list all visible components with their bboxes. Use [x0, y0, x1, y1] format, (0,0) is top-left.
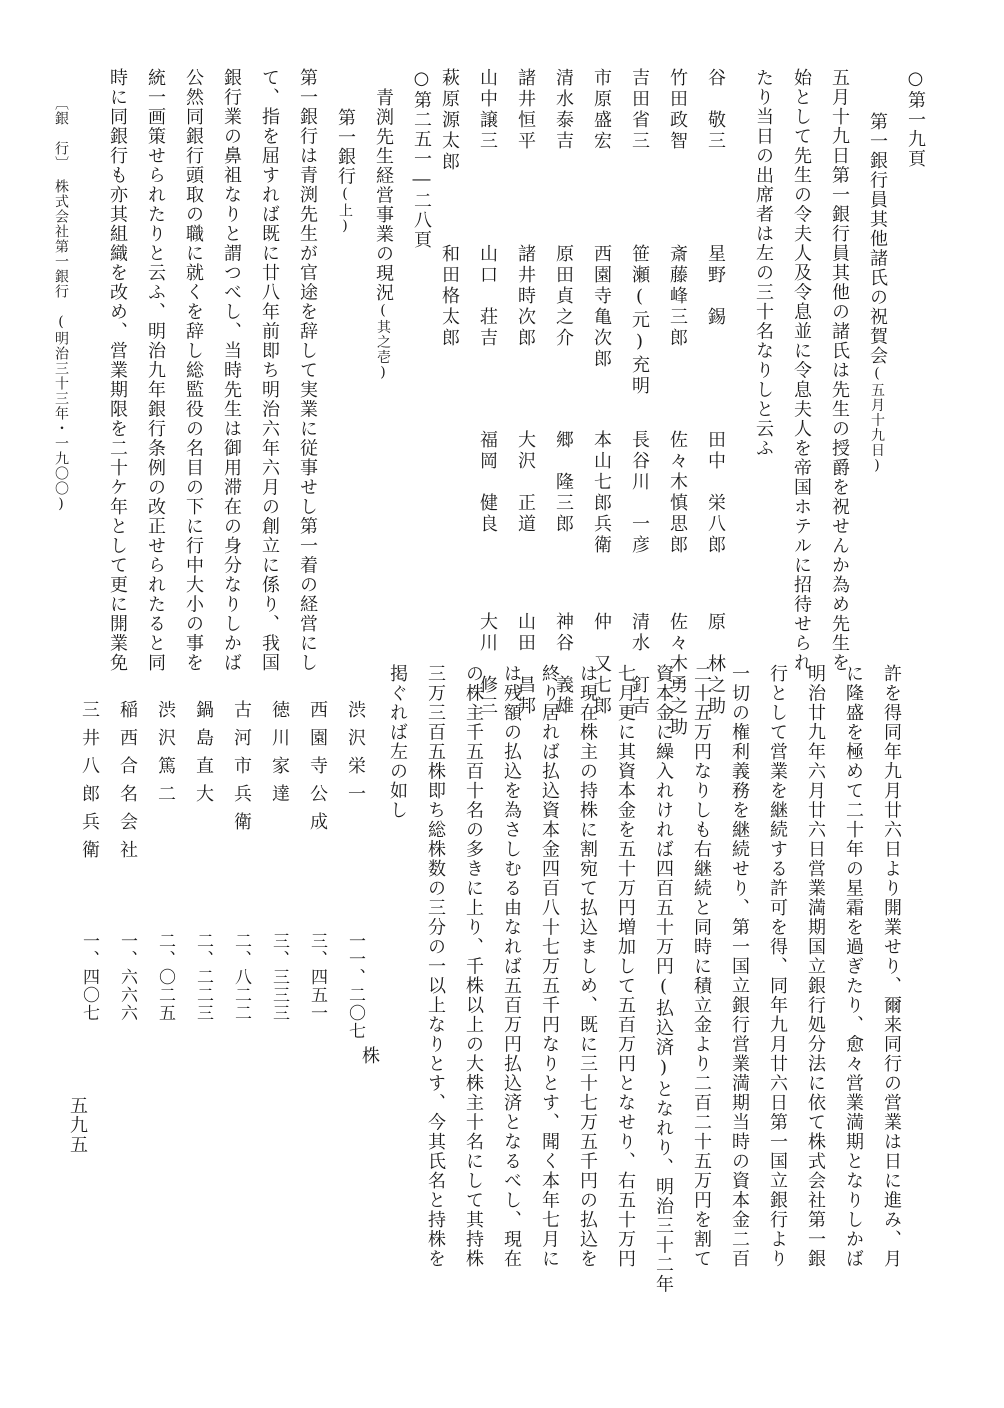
source-citation: 〔銀 行〕 株式会社第一銀行 (明治三十三年・一九〇〇)	[53, 96, 69, 513]
attendee-name: 福岡 健良	[477, 430, 498, 535]
body-line-4: 公然同銀行頭取の職に就くを辞し総監役の名目の下に行中大小の事を	[183, 68, 204, 673]
heading-title: 第一銀行員其他諸氏の祝賀会	[867, 112, 888, 366]
attendee-name: 山中譲三	[477, 68, 498, 152]
attendee-name: 清水泰吉	[553, 68, 574, 152]
attendee-name: 原田貞之介	[553, 244, 574, 349]
intro-line-3: たり当日の出席者は左の三十名なりしと云ふ	[753, 68, 774, 458]
attendee-name: 竹田政智	[667, 68, 688, 152]
page-reference-2: ○第二五一―二八頁	[411, 68, 432, 250]
intro-line-2: 始として先生の令夫人及令息並に令息夫人を帝国ホテルに招待せられ	[791, 68, 812, 673]
shareholder-shares: 二、〇二五	[155, 932, 175, 1022]
bottom-body-line: 二十五万円なりしも右継続と同時に積立金より二百二十五万円を割て	[691, 664, 712, 1269]
shareholder-shares: 三、三三三	[269, 932, 289, 1022]
bottom-body-line: は残額の払込を為さしむる由なれば五百万円払込済となるべし、現在	[501, 664, 522, 1269]
attendee-name: 笹瀬(元)充明	[629, 244, 650, 397]
sub-heading	[364, 88, 402, 382]
shareholder-name: 稲西合名会社	[117, 700, 138, 868]
attendee-name: 和田格太郎	[439, 244, 460, 349]
shareholder-shares: 一、六六六	[117, 932, 137, 1022]
attendee-name: 郷 隆三郎	[553, 430, 574, 535]
shareholder-name: 徳川家達	[269, 700, 290, 812]
company-heading-suffix: (上)	[337, 186, 353, 235]
attendee-name: 斎藤峰三郎	[667, 244, 688, 349]
bottom-body-line: の株主千五百十名の多きに上り、千株以上の大株主十名にして其持株	[463, 664, 484, 1269]
attendee-name: 佐々木勇之助	[667, 612, 688, 738]
shareholder-name: 西園寺公成	[307, 700, 328, 840]
heading-date: (五月十九日)	[869, 365, 885, 475]
attendee-name: 吉田省三	[629, 68, 650, 152]
attendee-name: 山田 昌邦	[515, 612, 536, 717]
page-reference-1: ○第一九頁	[905, 68, 926, 169]
attendee-name: 諸井時次郎	[515, 244, 536, 349]
shareholder-name: 古河市兵衛	[231, 700, 252, 840]
attendee-name: 清水 釘吉	[629, 612, 650, 717]
shareholder-name: 渋沢篤二	[155, 700, 176, 812]
attendee-name: 佐々木慎思郎	[667, 430, 688, 556]
bottom-body-line: 三万三百五株即ち総株数の三分の一以上なりとす、今其氏名と持株を	[425, 664, 446, 1269]
attendee-name: 田中 栄八郎	[705, 430, 726, 556]
company-heading	[326, 108, 364, 235]
attendee-name: 神谷 義雄	[553, 612, 574, 717]
bottom-body-line: 明治廿九年六月廿六日営業満期国立銀行処分法に依て株式会社第一銀	[805, 664, 826, 1269]
bottom-body-line: 七月更に其資本金を五十万円増加して五百万円となせり、右五十万円	[615, 664, 636, 1269]
attendee-name: 市原盛宏	[591, 68, 612, 152]
attendee-name: 山口 荘吉	[477, 244, 498, 349]
shares-unit-label: 株	[359, 1046, 380, 1066]
shareholder-name: 三井八郎兵衛	[79, 700, 100, 868]
page-number: 五九五	[67, 1096, 88, 1155]
shareholder-name: 渋沢栄一	[345, 700, 366, 812]
bottom-body-line: 許を得同年九月廿六日より開業せり、爾来同行の営業は日に進み、月	[881, 664, 902, 1269]
attendee-name: 仲 又七郎	[591, 612, 612, 717]
attendee-name: 長谷川 一彦	[629, 430, 650, 556]
attendee-name: 原 林之助	[705, 612, 726, 717]
bottom-body-line: 一切の権利義務を継続せり、第一国立銀行営業満期当時の資本金二百	[729, 664, 750, 1269]
intro-line-1: 五月十九日第一銀行員其他の諸氏は先生の授爵を祝せんか為め先生を	[829, 68, 850, 673]
body-line-3: 銀行業の鼻祖なりと謂つべし、当時先生は御用滞在の身分なりしかば	[221, 68, 242, 673]
shareholder-shares: 三、四五一	[307, 932, 327, 1022]
attendee-name: 星野 錫	[705, 244, 726, 328]
body-line-2: て、指を屈すれば既に廿八年前即ち明治六年六月の創立に係り、我国	[259, 68, 280, 673]
bottom-body-line: 終り居れば払込資本金四百八十七万五千円なりとす、聞く本年七月に	[539, 664, 560, 1269]
bottom-body-line: 資本金に繰入れければ四百五十万円(払込済)となれり、明治三十二年	[653, 664, 674, 1294]
attendee-name: 諸井恒平	[515, 68, 536, 152]
company-heading-title: 第一銀行	[335, 108, 356, 186]
sub-heading-title: 青渕先生経営事業の現況	[373, 88, 394, 303]
shareholder-shares: 二、二二三	[193, 932, 213, 1022]
bottom-body-line: 行として営業を継続する許可を得、同年九月廿六日第一国立銀行より	[767, 664, 788, 1269]
shareholder-shares: 一一、二〇七	[345, 932, 365, 1040]
attendee-name: 大沢 正道	[515, 430, 536, 535]
attendee-name: 谷 敬三	[705, 68, 726, 152]
shareholder-name: 鍋島直大	[193, 700, 214, 812]
body-line-1: 第一銀行は青渕先生が官途を辞して実業に従事せし第一着の経営にし	[297, 68, 318, 673]
body-line-5: 統一画策せられたりと云ふ、明治九年銀行条例の改正せられたると同	[145, 68, 166, 673]
attendee-name: 萩原源太郎	[439, 68, 460, 173]
attendee-name: 本山七郎兵衛	[591, 430, 612, 556]
section-heading	[858, 112, 896, 475]
bottom-body-line: は現在株主の持株に割宛て払込ましめ、既に三十七万五千円の払込を	[577, 664, 598, 1269]
attendee-name: 西園寺亀次郎	[591, 244, 612, 370]
attendee-name: 大川 修三	[477, 612, 498, 717]
sub-heading-suffix: (其之壱)	[375, 302, 391, 382]
body-line-6: 時に同銀行も亦其組織を改め、営業期限を二十ケ年として更に開業免	[107, 68, 128, 673]
bottom-body-line: 掲ぐれば左の如し	[387, 664, 408, 820]
shareholder-shares: 二、八二二	[231, 932, 251, 1022]
bottom-body-line: に隆盛を極めて二十年の星霜を過ぎたり、愈々営業満期となりしかば	[843, 664, 864, 1269]
shareholder-shares: 一、四〇七	[79, 932, 99, 1022]
